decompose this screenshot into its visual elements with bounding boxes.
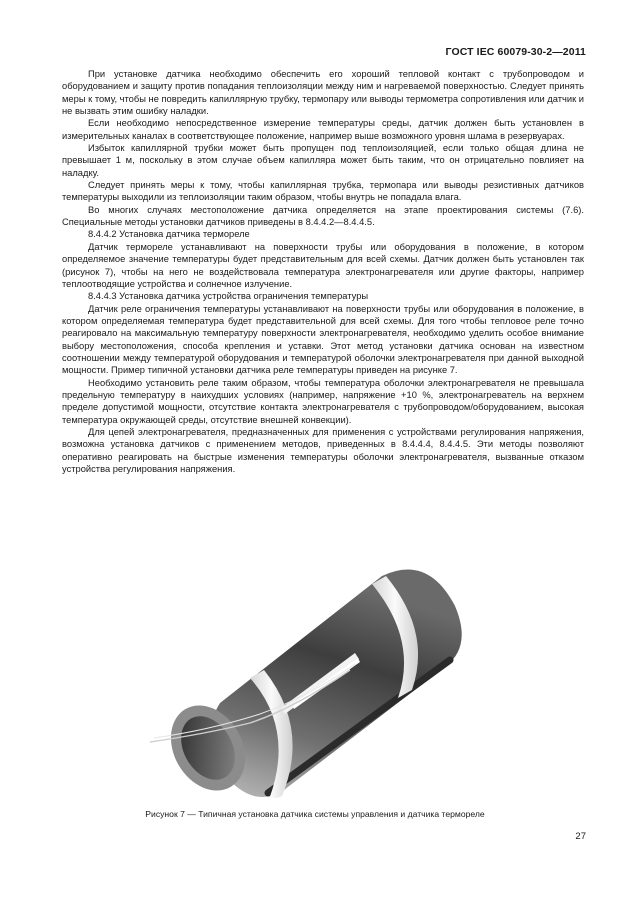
- paragraph: При установке датчика необходимо обеспечить его хороший тепловой контакт с трубопроводом и оборудованием и защиту против попадания теплоизоляции между ним и нагреваемой поверхностью. Следует принять меры к тому, чтобы не повредить капиллярную трубку, термопару или выводы термометра сопротивления или датчик и не вызвать этим ошибку наладки.: [62, 69, 585, 117]
- paragraph: Датчик термореле устанавливают на поверхности трубы или оборудования в положение, в котором определяемое значение температуры будет представительным для всей схемы. Датчик должен быть установлен так (рисунок 7), чтобы на него не воздействовала температура электронагревателя или другие факторы, например теплоотводящие устройства и солнечное излучение.: [62, 241, 584, 289]
- figure-caption: Рисунок 7 — Типичная установка датчика системы управления и датчика термореле: [145, 809, 485, 819]
- paragraph: Следует принять меры к тому, чтобы капиллярная трубка, термопара или выводы резистивных датчиков температуры выходили из теплоизоляции таким образом, чтобы внутрь не попадала влага.: [62, 180, 584, 203]
- section-heading: 8.4.4.2 Установка датчика термореле: [88, 229, 250, 240]
- paragraph: Во многих случаях местоположение датчика определяется на этапе проектирования системы (7.6). Специальные методы установки датчиков приведены в 8.4.4.2—8.4.4.5.: [62, 204, 584, 228]
- paragraph: Если необходимо непосредственное измерение температуры среды, датчик должен быть установлен в измерительных каналах в соответствующее положение, например выше возможного уровня шлама в резервуарах.: [62, 118, 584, 141]
- body-text: [62, 68, 584, 475]
- page-number: 27: [575, 831, 586, 842]
- paragraph: Датчик реле ограничения температуры устанавливают на поверхности трубы или оборудования в положение, в котором определяемая температура будет представительной для всей схемы. Для того чтобы тепловое реле точно реагировало на максимальную температуру поверхности электронагревателя, необходимо уделить особое внимание выбору местоположения, способа крепления и уставки. Этот метод установки датчика основан на известном соотношении между температурой оборудования и температурой оболочки электронагревателя при данной выходной мощности. Пример типичной установки датчика реле температуры приведен на рисунке 7.: [62, 303, 584, 376]
- section-heading: 8.4.4.3 Установка датчика устройства ограничения температуры: [88, 291, 369, 302]
- figure-pipe-illustration: [150, 558, 480, 798]
- pipe-sensor-illustration: [150, 558, 480, 798]
- paragraph: Необходимо установить реле таким образом, чтобы температура оболочки электронагревателя не превышала предельную температуру в наихудших условиях (например, напряжение +10 %, электронагреватель на верхнем пределе допустимой мощности, отсутствие контакта электронагревателя с трубопроводом/оборудованием, высокая температура окружающей среды, отсутствие внешней конвекции).: [62, 377, 584, 425]
- paragraph: Избыток капиллярной трубки может быть пропущен под теплоизоляцией, если только общая длина не превышает 1 м, поскольку в этом случае объем капилляра может быть таким, что он отрицательно повлияет на наладку.: [62, 143, 584, 178]
- paragraph: Для цепей электронагревателя, предназначенных для применения с устройствами регулирования напряжения, возможна установка датчиков с применением методов, приведенных в 8.4.4.4, 8.4.4.5. Эти методы позволяют оперативно реагировать на быстрые изменения температуры оболочки электронагревателя, вызванные отказом устройства регулирования напряжения.: [62, 426, 584, 474]
- document-header: ГОСТ IEC 60079-30-2—2011: [445, 46, 586, 58]
